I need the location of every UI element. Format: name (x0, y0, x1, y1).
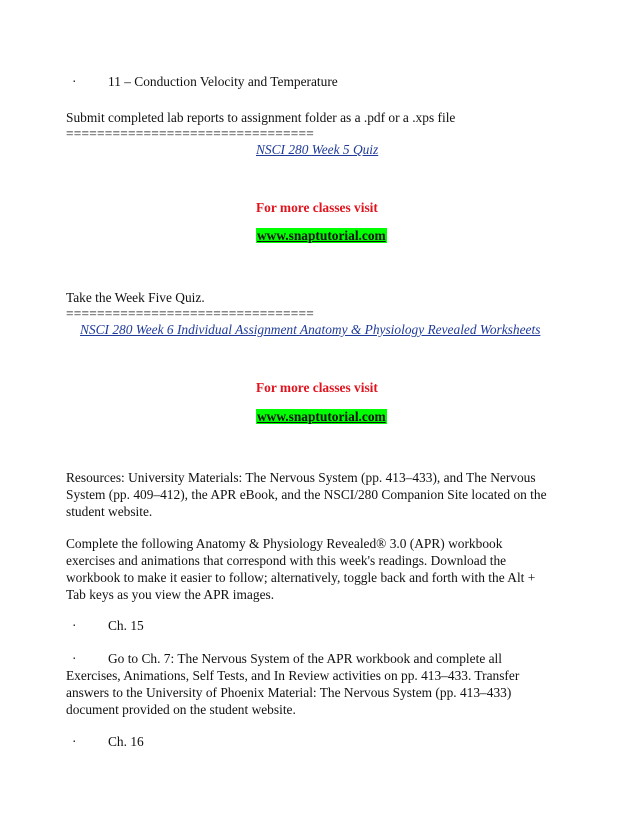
separator-line: ================================ (66, 306, 315, 321)
week5-quiz-link[interactable]: NSCI 280 Week 5 Quiz (256, 142, 379, 157)
promo-url-wrapper (256, 409, 387, 425)
goto-line: Exercises, Animations, Self Tests, and In Review activities on pp. 413–433. Transfer (66, 668, 520, 683)
complete-line: Tab keys as you view the APR images. (66, 587, 275, 602)
bullet-dot: · (72, 74, 77, 89)
goto-line: Go to Ch. 7: The Nervous System of the APR workbook and complete all (108, 651, 502, 666)
separator-line: ================================ (66, 126, 315, 141)
submit-instructions: Submit completed lab reports to assignment folder as a .pdf or a .xps file (66, 110, 456, 125)
ch15-text: Ch. 15 (108, 618, 144, 633)
promo-text: For more classes visit (256, 200, 378, 215)
resources-line: System (pp. 409–412), the APR eBook, and the NSCI/280 Companion Site located on the (66, 487, 547, 502)
snaptutorial-link[interactable]: www.snaptutorial.com (257, 228, 386, 243)
take-quiz-text: Take the Week Five Quiz. (66, 290, 205, 305)
complete-line: Complete the following Anatomy & Physiology Revealed® 3.0 (APR) workbook (66, 536, 503, 551)
complete-line: workbook to make it easier to follow; alternatively, toggle back and forth with the Alt + (66, 570, 536, 585)
promo-text: For more classes visit (256, 380, 378, 395)
promo-url-wrapper (256, 228, 387, 244)
week6-assignment-link[interactable]: NSCI 280 Week 6 Individual Assignment Anatomy & Physiology Revealed Worksheets (80, 322, 541, 337)
item-11-text: 11 – Conduction Velocity and Temperature (108, 74, 338, 89)
goto-line: document provided on the student website. (66, 702, 296, 717)
bullet-dot: · (72, 734, 77, 749)
ch16-text: Ch. 16 (108, 734, 144, 749)
goto-line: answers to the University of Phoenix Material: The Nervous System (pp. 413–433) (66, 685, 512, 700)
bullet-dot: · (72, 651, 77, 666)
resources-line: student website. (66, 504, 153, 519)
bullet-dot: · (72, 618, 77, 633)
snaptutorial-link[interactable]: www.snaptutorial.com (257, 409, 386, 424)
resources-line: Resources: University Materials: The Nervous System (pp. 413–433), and The Nervous (66, 470, 536, 485)
complete-line: exercises and animations that correspond with this week's readings. Download the (66, 553, 507, 568)
